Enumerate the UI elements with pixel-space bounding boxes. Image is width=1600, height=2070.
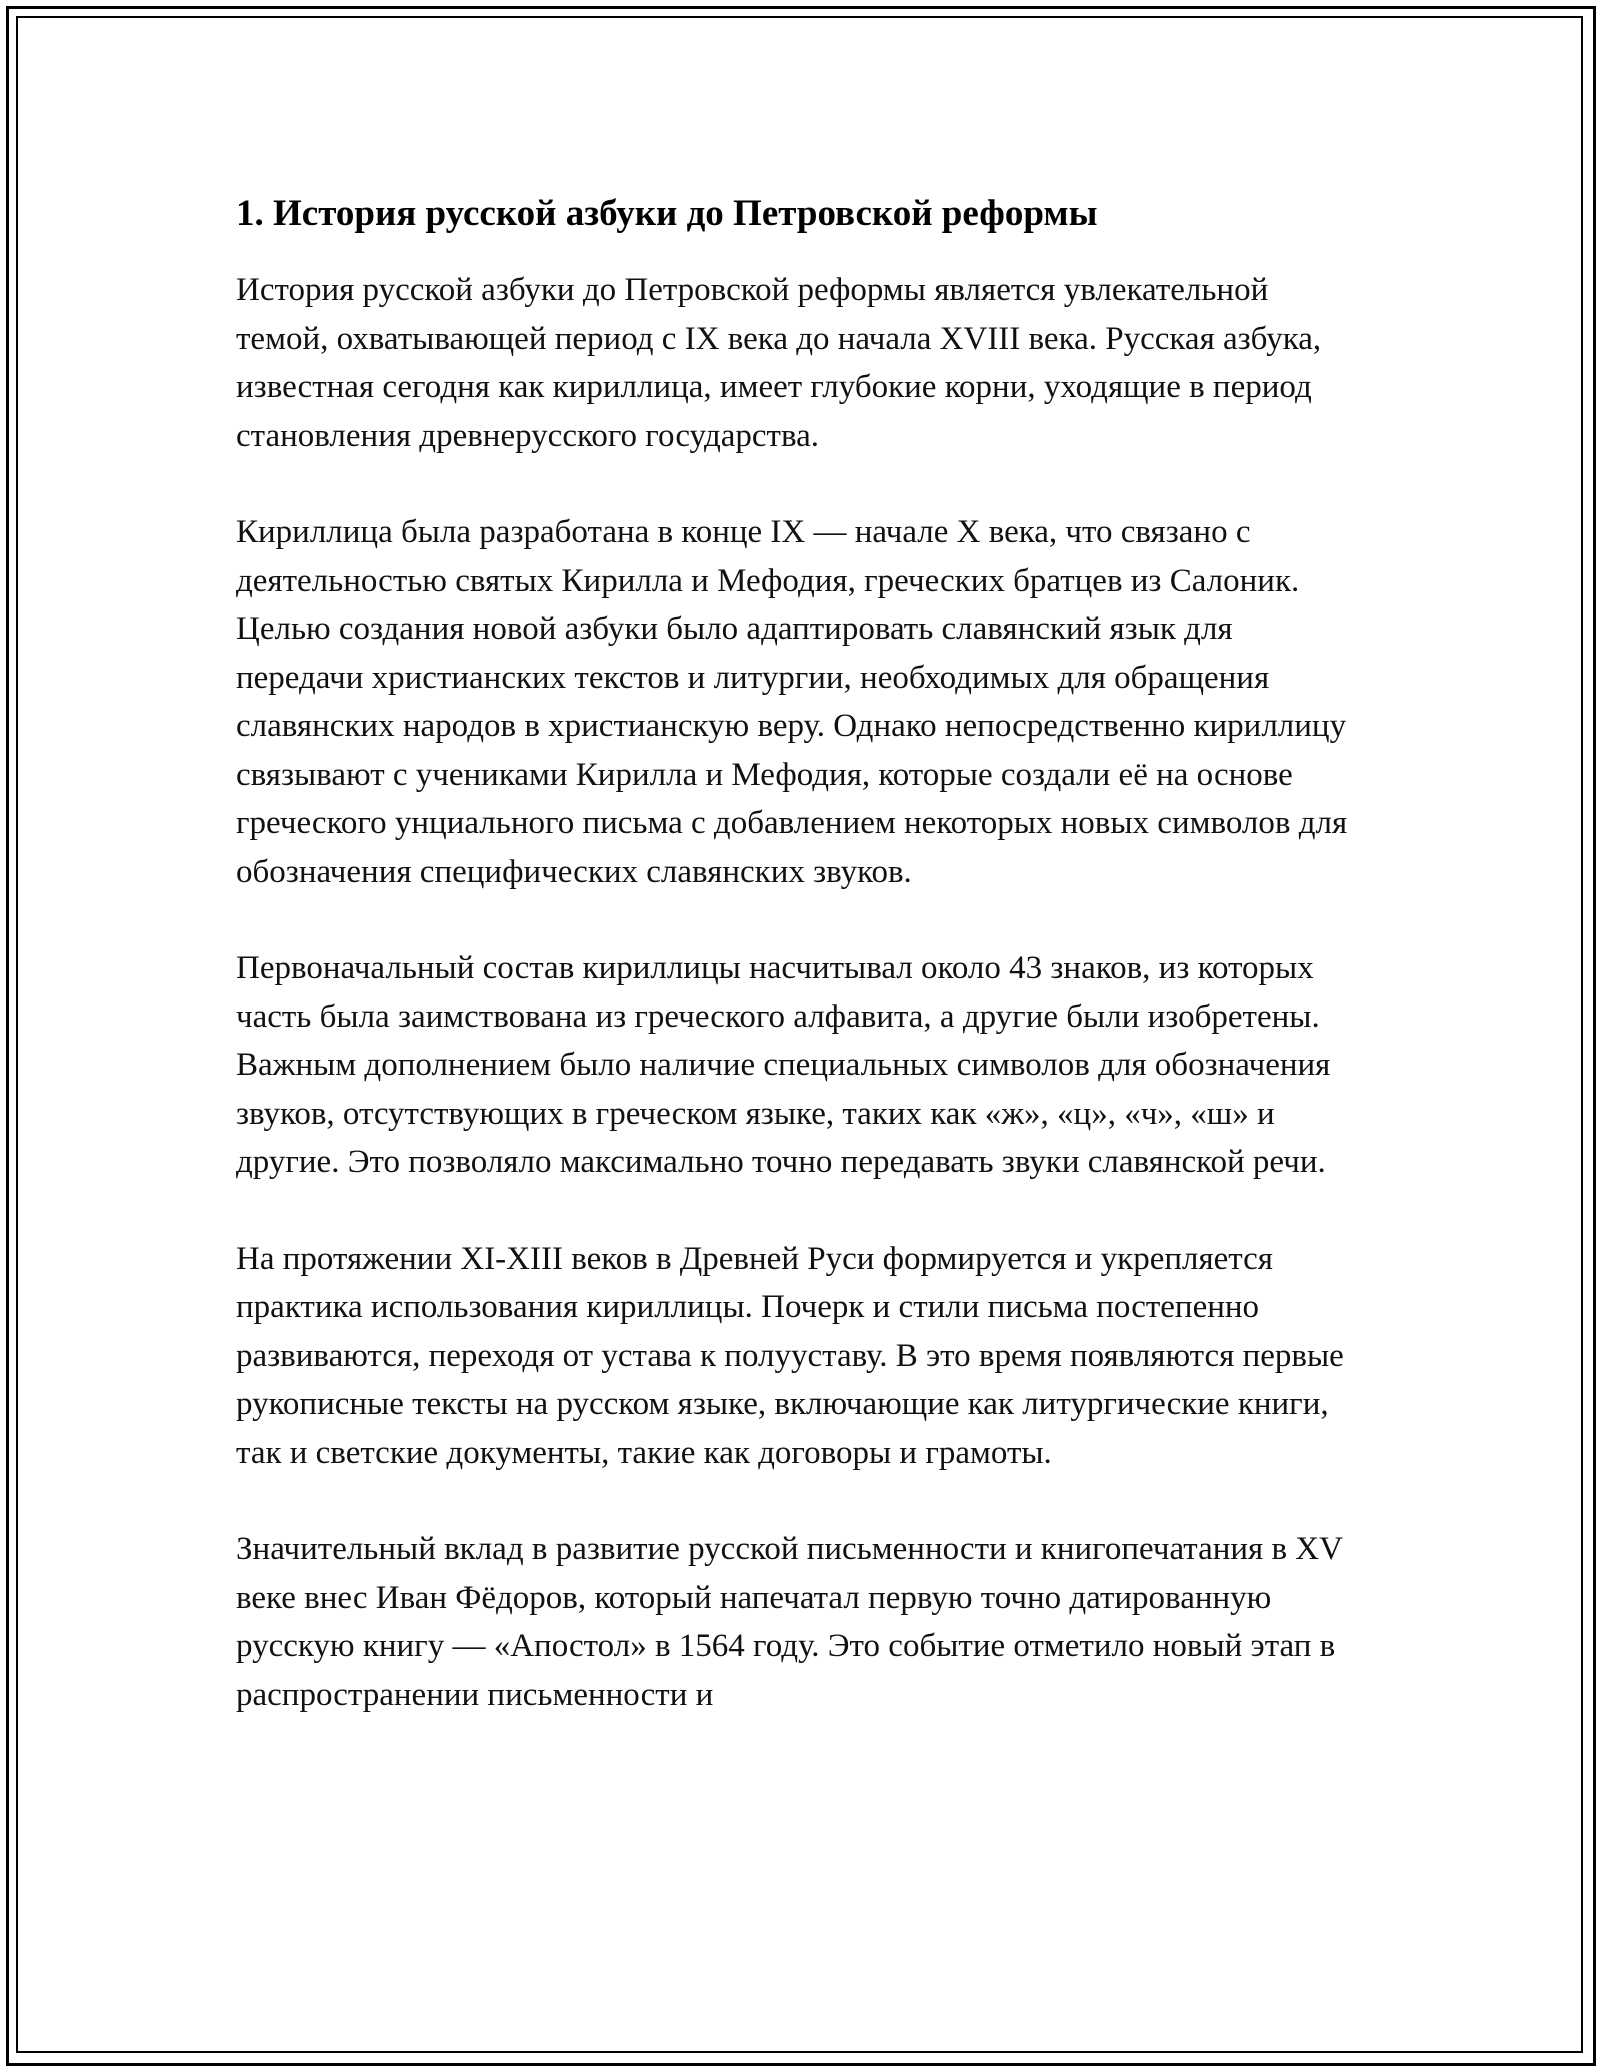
paragraph-xi-xiii-centuries: На протяжении XI-XIII веков в Древней Руси формируется и укрепляется практика использования кириллицы. Почерк и стили письма постепенно развиваются, переходя от устава к полууставу. В это время появляются первые рукописные тексты на русском языке, включающие как литургические книги, так и светские документы, такие как договоры и грамоты. [236, 1240, 1344, 1471]
paragraph-ivan-fedorov: Значительный вклад в развитие русской письменности и книгопечатания в XV веке внес Иван Фёдоров, который напечатал первую точно датированную русскую книгу — «Апостол» в 1564 году. Это событие отметило новый этап в распространении письменности и [236, 1531, 1343, 1713]
paragraph-intro: История русской азбуки до Петровской реформы является увлекательной темой, охватывающей период с IX века до начала XVIII века. Русская азбука, известная сегодня как кириллица, имеет глубокие корни, уходящие в период становления древнерусского государства. [236, 272, 1322, 454]
section-heading: 1. История русской азбуки до Петровской реформы [236, 193, 1098, 234]
paragraph-cyrillic-origin: Кириллица была разработана в конце IX — начале X века, что связано с деятельностью святых Кирилла и Мефодия, греческих братцев из Салоник. Целью создания новой азбуки было адаптировать славянский язык для передачи христианских текстов и литургии, необходимых для обращения славянских народов в христианскую веру. Однако непосредственно кириллицу связывают с учениками Кирилла и Мефодия, которые создали её на основе греческого унциального письма с добавлением некоторых новых символов для обозначения специфических славянских звуков. [236, 514, 1348, 890]
paragraph-original-composition: Первоначальный состав кириллицы насчитывал около 43 знаков, из которых часть была заимствована из греческого алфавита, а другие были изобретены. Важным дополнением было наличие специальных символов для обозначения звуков, отсутствующих в греческом языке, таких как «ж», «ц», «ч», «ш» и другие. Это позволяло максимально точно передавать звуки славянской речи. [236, 950, 1331, 1180]
document-page [236, 190, 1366, 1767]
